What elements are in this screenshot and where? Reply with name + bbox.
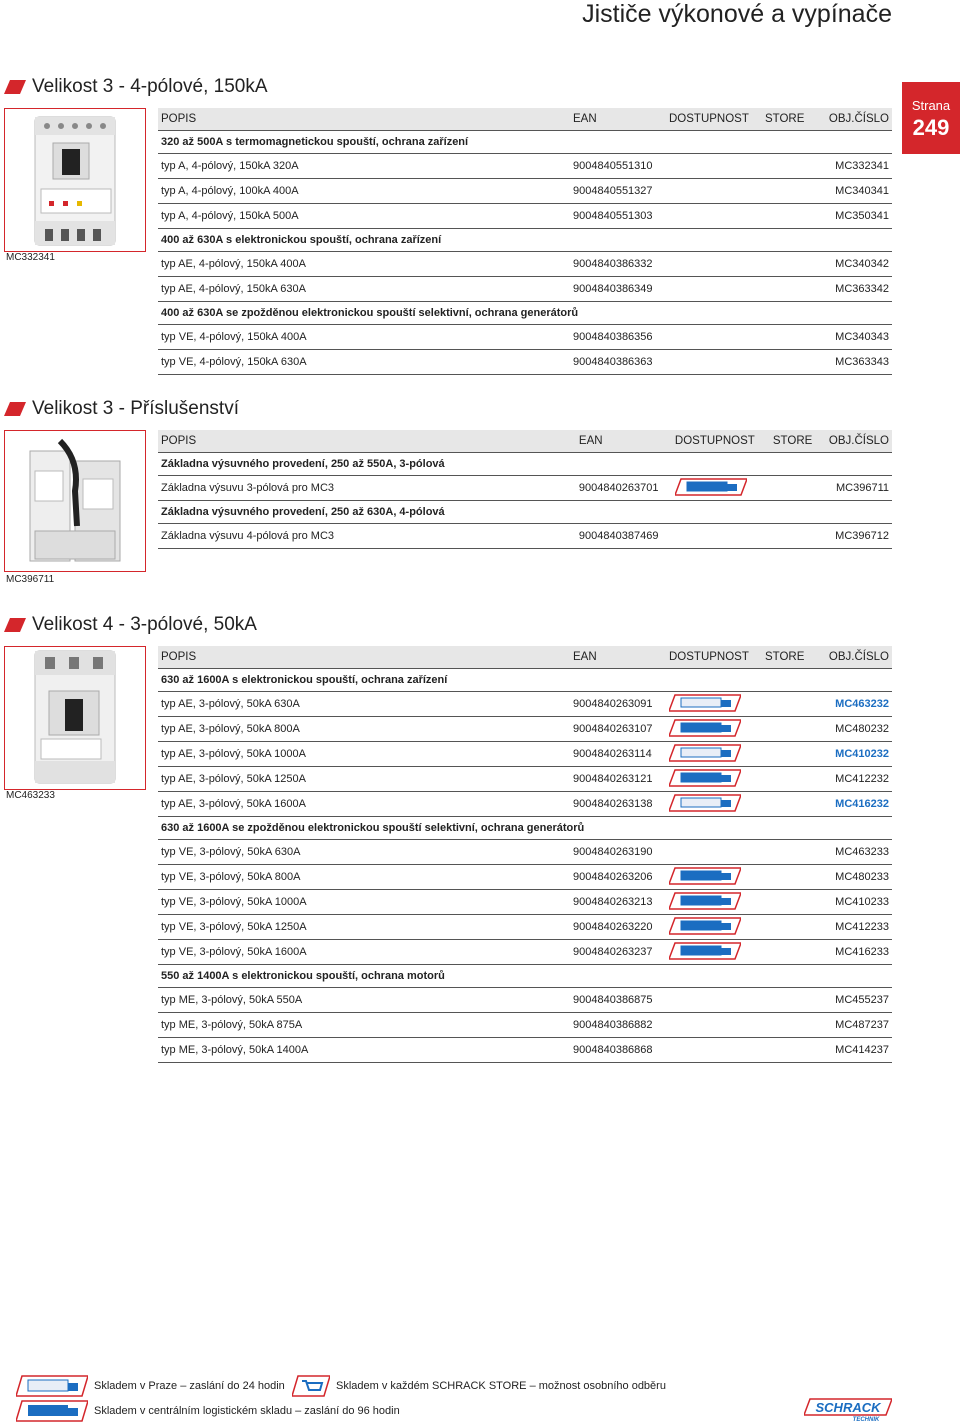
availability-cell bbox=[666, 717, 762, 742]
availability-cell bbox=[666, 179, 762, 204]
section-heading bbox=[4, 74, 268, 100]
table-row[interactable] bbox=[158, 717, 892, 742]
availability-cell bbox=[666, 154, 762, 179]
table-row[interactable] bbox=[158, 154, 892, 179]
product-description: typ VE, 3-pólový, 50kA 800A bbox=[158, 865, 570, 890]
availability-cell bbox=[666, 350, 762, 375]
store-cell bbox=[762, 1038, 820, 1063]
group-heading: 400 až 630A s elektronickou spouští, ochrana zařízení bbox=[158, 229, 892, 252]
ean-code: 9004840263206 bbox=[570, 865, 666, 890]
legend-praha bbox=[16, 1375, 285, 1397]
order-number[interactable]: MC410232 bbox=[820, 742, 892, 767]
truck-white-icon bbox=[669, 694, 741, 712]
product-description: typ VE, 3-pólový, 50kA 1000A bbox=[158, 890, 570, 915]
product-description: typ VE, 3-pólový, 50kA 630A bbox=[158, 840, 570, 865]
product-description: typ ME, 3-pólový, 50kA 1400A bbox=[158, 1038, 570, 1063]
order-number[interactable]: MC412232 bbox=[820, 767, 892, 792]
table-row[interactable] bbox=[158, 1038, 892, 1063]
order-number[interactable]: MC340341 bbox=[820, 179, 892, 204]
store-cell bbox=[762, 915, 820, 940]
order-number[interactable]: MC340343 bbox=[820, 325, 892, 350]
availability-cell bbox=[666, 840, 762, 865]
product-table bbox=[158, 430, 892, 549]
group-heading: 550 až 1400A s elektronickou spouští, ochrana motorů bbox=[158, 965, 892, 988]
image-caption: MC463233 bbox=[6, 790, 55, 801]
truck-white-icon bbox=[669, 744, 741, 762]
truck-blue-icon bbox=[675, 478, 747, 496]
column-header: STORE bbox=[762, 108, 820, 131]
svg-text:SCHRACK: SCHRACK bbox=[815, 1400, 881, 1415]
ean-code: 9004840551303 bbox=[570, 204, 666, 229]
order-number[interactable]: MC463233 bbox=[820, 840, 892, 865]
page-title: Jističe výkonové a vypínače bbox=[582, 0, 892, 28]
group-heading-row bbox=[158, 229, 892, 252]
order-number[interactable]: MC416233 bbox=[820, 940, 892, 965]
truck-blue-icon bbox=[669, 892, 741, 910]
availability-cell bbox=[666, 325, 762, 350]
ean-code: 9004840386875 bbox=[570, 988, 666, 1013]
truck-blue-icon bbox=[16, 1400, 88, 1422]
group-heading-row bbox=[158, 131, 892, 154]
schrack-logo bbox=[804, 1397, 892, 1421]
legend-store-text: Skladem v každém SCHRACK STORE – možnost osobního odběru bbox=[336, 1380, 666, 1392]
ean-code: 9004840386356 bbox=[570, 325, 666, 350]
image-caption: MC396711 bbox=[6, 574, 55, 585]
table-row[interactable] bbox=[158, 476, 892, 501]
column-header: EAN bbox=[570, 646, 666, 669]
truck-blue-icon bbox=[669, 942, 741, 960]
order-number[interactable]: MC363342 bbox=[820, 277, 892, 302]
store-cell bbox=[762, 350, 820, 375]
product-description: typ AE, 3-pólový, 50kA 1250A bbox=[158, 767, 570, 792]
order-number[interactable]: MC412233 bbox=[820, 915, 892, 940]
group-heading-row bbox=[158, 453, 892, 476]
availability-cell bbox=[666, 204, 762, 229]
svg-text:TECHNIK: TECHNIK bbox=[852, 1417, 880, 1421]
store-cell bbox=[762, 277, 820, 302]
table-row[interactable] bbox=[158, 277, 892, 302]
page-number: 249 bbox=[912, 115, 950, 140]
table-row[interactable] bbox=[158, 767, 892, 792]
column-header: DOSTUPNOST bbox=[666, 646, 762, 669]
table-row[interactable] bbox=[158, 204, 892, 229]
ean-code: 9004840387469 bbox=[576, 524, 672, 549]
table-header bbox=[158, 646, 892, 669]
group-heading-row bbox=[158, 817, 892, 840]
legend-store bbox=[292, 1375, 666, 1397]
order-number[interactable]: MC350341 bbox=[820, 204, 892, 229]
store-cell bbox=[762, 154, 820, 179]
truck-blue-icon bbox=[669, 917, 741, 935]
product-description: typ AE, 3-pólový, 50kA 800A bbox=[158, 717, 570, 742]
group-heading: 630 až 1600A se zpožděnou elektronickou spouští selektivní, ochrana generátorů bbox=[158, 817, 892, 840]
section-heading bbox=[4, 396, 239, 422]
product-description: typ ME, 3-pólový, 50kA 875A bbox=[158, 1013, 570, 1038]
ean-code: 9004840263138 bbox=[570, 792, 666, 817]
group-heading: 630 až 1600A s elektronickou spouští, ochrana zařízení bbox=[158, 669, 892, 692]
product-description: typ VE, 3-pólový, 50kA 1250A bbox=[158, 915, 570, 940]
ean-code: 9004840386868 bbox=[570, 1038, 666, 1063]
table-header bbox=[158, 430, 892, 453]
ean-code: 9004840263701 bbox=[576, 476, 672, 501]
table-row[interactable] bbox=[158, 350, 892, 375]
ean-code: 9004840386363 bbox=[570, 350, 666, 375]
cart-icon bbox=[292, 1375, 330, 1397]
availability-cell bbox=[666, 988, 762, 1013]
store-cell bbox=[762, 1013, 820, 1038]
product-description: typ AE, 4-pólový, 150kA 630A bbox=[158, 277, 570, 302]
product-description: typ VE, 3-pólový, 50kA 1600A bbox=[158, 940, 570, 965]
order-number[interactable]: MC487237 bbox=[820, 1013, 892, 1038]
availability-cell bbox=[666, 865, 762, 890]
section-marker-icon bbox=[4, 618, 26, 632]
table-row[interactable] bbox=[158, 865, 892, 890]
product-description: typ AE, 3-pólový, 50kA 1000A bbox=[158, 742, 570, 767]
table-row[interactable] bbox=[158, 988, 892, 1013]
store-cell bbox=[762, 204, 820, 229]
store-cell bbox=[762, 692, 820, 717]
availability-cell bbox=[666, 1038, 762, 1063]
order-number[interactable]: MC463232 bbox=[820, 692, 892, 717]
availability-cell bbox=[666, 792, 762, 817]
column-header: POPIS bbox=[158, 108, 570, 131]
table-row[interactable] bbox=[158, 179, 892, 204]
section-title: Velikost 3 - Příslušenství bbox=[32, 398, 239, 419]
ean-code: 9004840263121 bbox=[570, 767, 666, 792]
product-description: typ A, 4-pólový, 150kA 500A bbox=[158, 204, 570, 229]
column-header: OBJ.ČÍSLO bbox=[820, 108, 892, 131]
availability-cell bbox=[666, 252, 762, 277]
product-table bbox=[158, 108, 892, 375]
table-row[interactable] bbox=[158, 252, 892, 277]
column-header: STORE bbox=[762, 646, 820, 669]
ean-code: 9004840263091 bbox=[570, 692, 666, 717]
availability-cell bbox=[666, 692, 762, 717]
truck-white-icon bbox=[669, 794, 741, 812]
order-number[interactable]: MC414237 bbox=[820, 1038, 892, 1063]
column-header: EAN bbox=[570, 108, 666, 131]
product-description: typ AE, 4-pólový, 150kA 400A bbox=[158, 252, 570, 277]
table-row[interactable] bbox=[158, 840, 892, 865]
column-header: DOSTUPNOST bbox=[672, 430, 770, 453]
store-cell bbox=[762, 717, 820, 742]
availability-cell bbox=[666, 277, 762, 302]
product-description: Základna výsuvu 3-pólová pro MC3 bbox=[158, 476, 576, 501]
truck-white-icon bbox=[16, 1375, 88, 1397]
table-row[interactable] bbox=[158, 692, 892, 717]
product-description: typ VE, 4-pólový, 150kA 630A bbox=[158, 350, 570, 375]
order-number[interactable]: MC416232 bbox=[820, 792, 892, 817]
group-heading: Základna výsuvného provedení, 250 až 630A, 4-pólová bbox=[158, 501, 892, 524]
order-number[interactable]: MC410233 bbox=[820, 890, 892, 915]
table-row[interactable] bbox=[158, 940, 892, 965]
section-marker-icon bbox=[4, 402, 26, 416]
column-header: POPIS bbox=[158, 430, 576, 453]
availability-cell bbox=[666, 767, 762, 792]
availability-cell bbox=[666, 1013, 762, 1038]
product-image bbox=[4, 430, 146, 572]
table-row[interactable] bbox=[158, 524, 892, 549]
breaker-4pole-icon bbox=[5, 109, 145, 251]
truck-blue-icon bbox=[669, 719, 741, 737]
availability-cell bbox=[666, 890, 762, 915]
column-header: POPIS bbox=[158, 646, 570, 669]
store-cell bbox=[762, 767, 820, 792]
product-description: typ A, 4-pólový, 150kA 320A bbox=[158, 154, 570, 179]
order-number[interactable]: MC480232 bbox=[820, 717, 892, 742]
group-heading: 400 až 630A se zpožděnou elektronickou spouští selektivní, ochrana generátorů bbox=[158, 302, 892, 325]
ean-code: 9004840551327 bbox=[570, 179, 666, 204]
truck-blue-icon bbox=[669, 867, 741, 885]
legend-central-text: Skladem v centrálním logistickém skladu – zaslání do 96 hodin bbox=[94, 1405, 400, 1417]
product-image bbox=[4, 108, 146, 252]
group-heading-row bbox=[158, 965, 892, 988]
store-cell bbox=[762, 742, 820, 767]
store-cell bbox=[770, 476, 826, 501]
group-heading-row bbox=[158, 501, 892, 524]
store-cell bbox=[762, 792, 820, 817]
order-number[interactable]: MC340342 bbox=[820, 252, 892, 277]
order-number[interactable]: MC363343 bbox=[820, 350, 892, 375]
order-number[interactable]: MC480233 bbox=[820, 865, 892, 890]
order-number[interactable]: MC332341 bbox=[820, 154, 892, 179]
legend-praha-text: Skladem v Praze – zaslání do 24 hodin bbox=[94, 1380, 285, 1392]
legend-central bbox=[16, 1400, 400, 1422]
section-marker-icon bbox=[4, 80, 26, 94]
table-row[interactable] bbox=[158, 915, 892, 940]
table-row[interactable] bbox=[158, 890, 892, 915]
store-cell bbox=[762, 890, 820, 915]
order-number[interactable]: MC455237 bbox=[820, 988, 892, 1013]
truck-blue-icon bbox=[669, 769, 741, 787]
ean-code: 9004840386349 bbox=[570, 277, 666, 302]
ean-code: 9004840551310 bbox=[570, 154, 666, 179]
product-description: Základna výsuvu 4-pólová pro MC3 bbox=[158, 524, 576, 549]
section-title: Velikost 4 - 3-pólové, 50kA bbox=[32, 614, 257, 635]
ean-code: 9004840263220 bbox=[570, 915, 666, 940]
table-row[interactable] bbox=[158, 742, 892, 767]
breaker-3pole-icon bbox=[5, 647, 145, 789]
column-header: OBJ.ČÍSLO bbox=[820, 646, 892, 669]
order-number[interactable]: MC396712 bbox=[826, 524, 892, 549]
store-cell bbox=[762, 179, 820, 204]
availability-cell bbox=[672, 476, 770, 501]
ean-code: 9004840263107 bbox=[570, 717, 666, 742]
availability-cell bbox=[672, 524, 770, 549]
store-cell bbox=[762, 865, 820, 890]
order-number[interactable]: MC396711 bbox=[826, 476, 892, 501]
ean-code: 9004840386882 bbox=[570, 1013, 666, 1038]
page-number-box bbox=[902, 82, 960, 154]
table-row[interactable] bbox=[158, 792, 892, 817]
product-description: typ A, 4-pólový, 100kA 400A bbox=[158, 179, 570, 204]
store-cell bbox=[762, 840, 820, 865]
group-heading: Základna výsuvného provedení, 250 až 550A, 3-pólová bbox=[158, 453, 892, 476]
table-header bbox=[158, 108, 892, 131]
store-cell bbox=[762, 940, 820, 965]
column-header: EAN bbox=[576, 430, 672, 453]
product-description: typ AE, 3-pólový, 50kA 630A bbox=[158, 692, 570, 717]
withdrawable-base-icon bbox=[5, 431, 145, 571]
ean-code: 9004840263114 bbox=[570, 742, 666, 767]
store-cell bbox=[762, 325, 820, 350]
product-table bbox=[158, 646, 892, 1063]
ean-code: 9004840263237 bbox=[570, 940, 666, 965]
ean-code: 9004840386332 bbox=[570, 252, 666, 277]
table-row[interactable] bbox=[158, 325, 892, 350]
group-heading: 320 až 500A s termomagnetickou spouští, ochrana zařízení bbox=[158, 131, 892, 154]
product-description: typ AE, 3-pólový, 50kA 1600A bbox=[158, 792, 570, 817]
product-description: typ ME, 3-pólový, 50kA 550A bbox=[158, 988, 570, 1013]
ean-code: 9004840263213 bbox=[570, 890, 666, 915]
section-title: Velikost 3 - 4-pólové, 150kA bbox=[32, 76, 268, 97]
group-heading-row bbox=[158, 669, 892, 692]
column-header: DOSTUPNOST bbox=[666, 108, 762, 131]
column-header: STORE bbox=[770, 430, 826, 453]
store-cell bbox=[762, 988, 820, 1013]
store-cell bbox=[770, 524, 826, 549]
availability-cell bbox=[666, 915, 762, 940]
store-cell bbox=[762, 252, 820, 277]
availability-cell bbox=[666, 742, 762, 767]
table-row[interactable] bbox=[158, 1013, 892, 1038]
product-image bbox=[4, 646, 146, 790]
column-header: OBJ.ČÍSLO bbox=[826, 430, 892, 453]
group-heading-row bbox=[158, 302, 892, 325]
image-caption: MC332341 bbox=[6, 252, 55, 263]
availability-cell bbox=[666, 940, 762, 965]
product-description: typ VE, 4-pólový, 150kA 400A bbox=[158, 325, 570, 350]
page-label: Strana bbox=[911, 98, 951, 113]
ean-code: 9004840263190 bbox=[570, 840, 666, 865]
section-heading bbox=[4, 612, 257, 638]
